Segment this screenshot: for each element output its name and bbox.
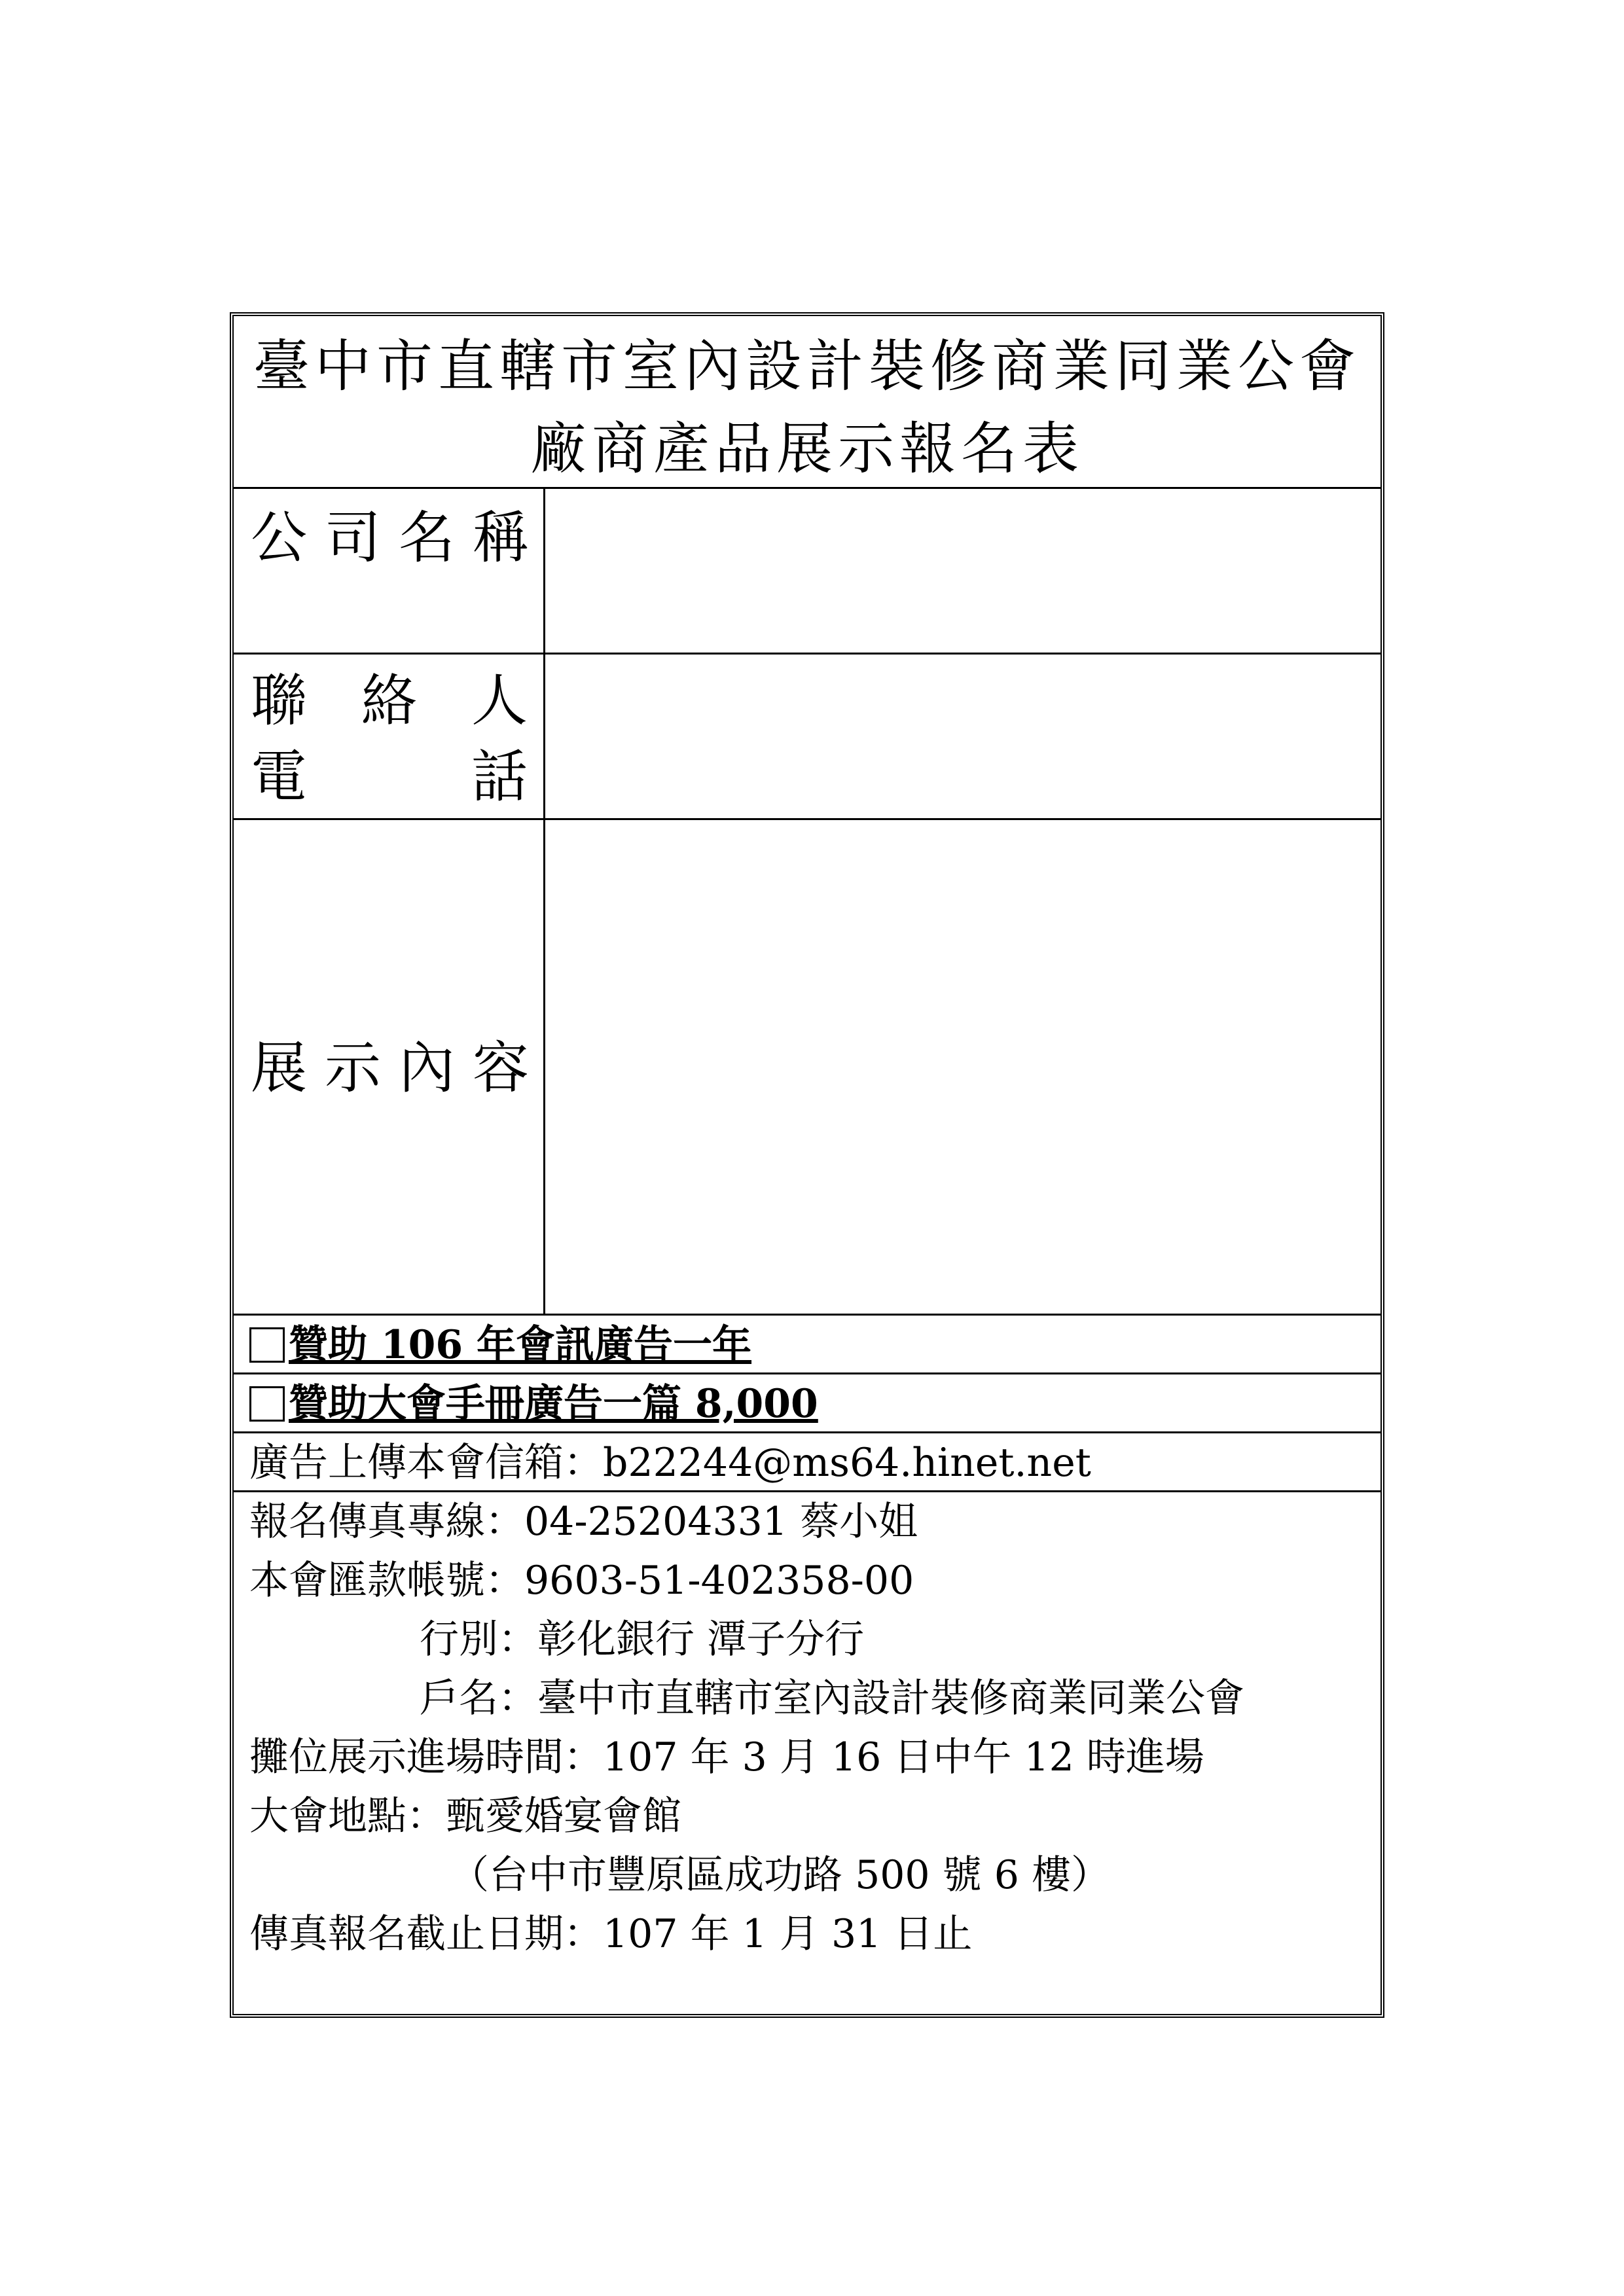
company-name-row (234, 489, 1380, 655)
sponsor-newsletter-row (234, 1316, 1380, 1374)
contact-person-label: 聯 絡 人 (251, 668, 528, 734)
sponsor-newsletter-checkbox[interactable] (249, 1327, 285, 1363)
venue-address: （台中市豐原區成功路 500 號 6 樓） (450, 1852, 1110, 1898)
ad-upload-email: 廣告上傳本會信箱：b22244@ms64.hinet.net (249, 1440, 1091, 1486)
exhibit-content-field[interactable] (545, 820, 1380, 1314)
phone-label: 電 話 (251, 744, 528, 810)
exhibit-content-label-cell (234, 820, 545, 1314)
company-name-label: 公 司 名 稱 (251, 505, 529, 571)
registration-info (234, 1492, 1380, 2014)
company-name-label-cell (234, 489, 545, 653)
ad-email-row (234, 1433, 1380, 1492)
company-name-field[interactable] (545, 489, 1380, 653)
registration-deadline: 傳真報名截止日期：107 年 1 月 31 日止 (249, 1911, 973, 1957)
contact-label-cell (234, 655, 545, 818)
sponsor-newsletter-label: 贊助 106 年會訊廣告一年 (289, 1322, 752, 1368)
form-header (234, 316, 1380, 489)
registration-form (230, 312, 1384, 2018)
remittance-account: 本會匯款帳號：9603-51-402358-00 (249, 1558, 914, 1604)
sponsor-newsletter-option (249, 1321, 751, 1369)
sponsor-handbook-checkbox[interactable] (249, 1386, 285, 1422)
venue-name: 大會地點：甄愛婚宴會館 (249, 1793, 681, 1839)
fax-line: 報名傳真專線：04-25204331 蔡小姐 (249, 1499, 918, 1545)
account-holder: 戶名：臺中市直轄市室內設計裝修商業同業公會 (420, 1676, 1244, 1721)
contact-row (234, 655, 1380, 820)
exhibit-content-row (234, 820, 1380, 1316)
exhibit-content-label: 展 示 內 容 (251, 1035, 529, 1101)
association-name: 臺中市直轄市室內設計裝修商業同業公會 (253, 334, 1361, 399)
contact-phone-field[interactable] (545, 655, 1380, 818)
bank-branch: 行別：彰化銀行 潭子分行 (420, 1617, 865, 1662)
sponsor-handbook-row (234, 1374, 1380, 1433)
sponsor-handbook-label: 贊助大會手冊廣告一篇 8,000 (289, 1381, 818, 1427)
booth-setup-time: 攤位展示進場時間：107 年 3 月 16 日中午 12 時進場 (249, 1734, 1204, 1780)
sponsor-handbook-option (249, 1380, 818, 1428)
form-title: 廠商產品展示報名表 (530, 416, 1084, 482)
